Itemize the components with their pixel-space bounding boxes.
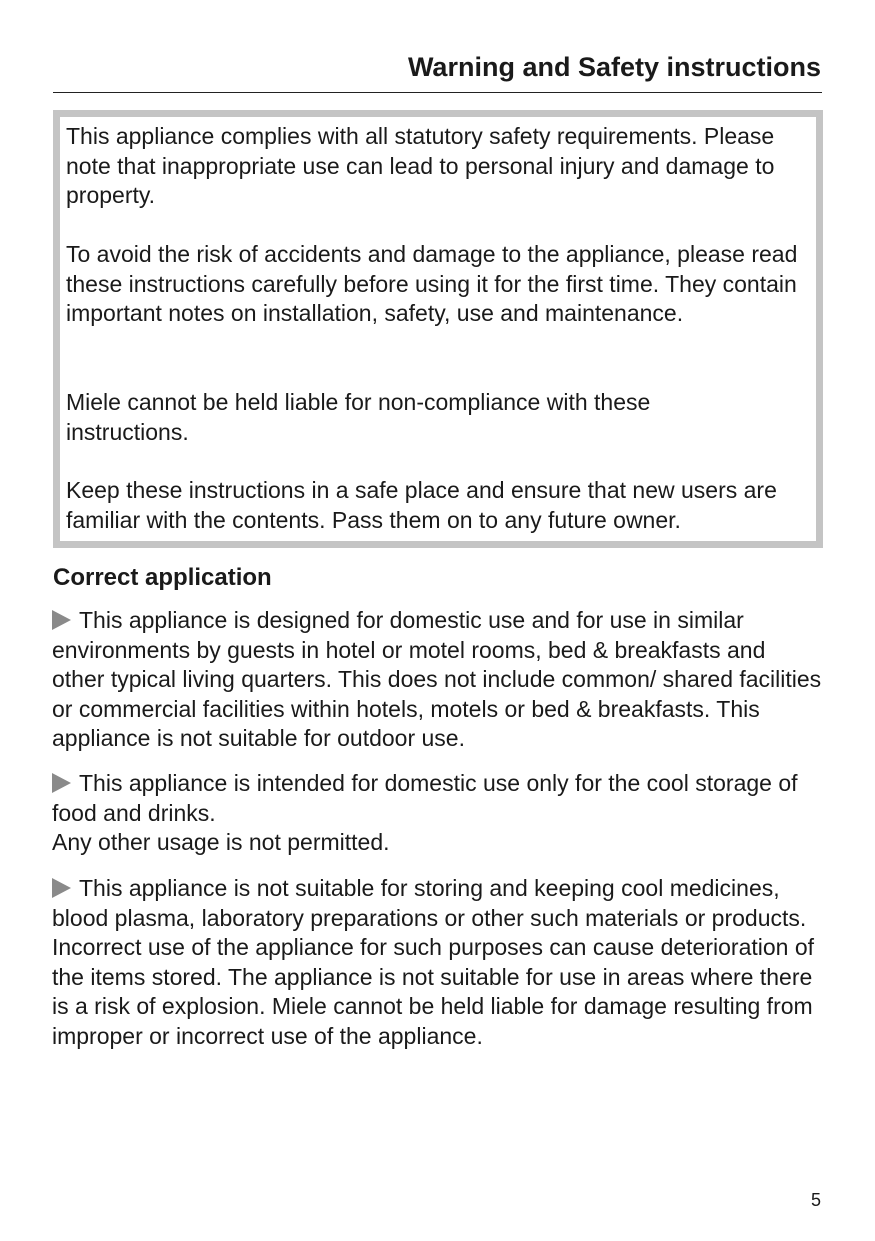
list-item: [52, 874, 822, 1051]
notice-paragraph: Miele cannot be held liable for non-compliance with these instructions.: [66, 389, 651, 445]
section-heading: Correct application: [53, 564, 272, 591]
notice-paragraph: To avoid the risk of accidents and damage to the appliance, please read these instructions carefully before using it for the first time. They contain important notes on installation, safety, use and maintenance.: [66, 241, 798, 326]
list-item-extra-text: Any other usage is not permitted.: [52, 829, 390, 855]
notice-paragraph: This appliance complies with all statutory safety requirements. Please note that inappropriate use can lead to personal injury and damage to property.: [66, 123, 775, 208]
list-item-text: This appliance is designed for domestic use and for use in similar environments by guests in hotel or motel rooms, bed & breakfasts and other typical living quarters. This does not include common/ shared facilities or commercial facilities within hotels, motels or bed & breakfasts. This appliance is not suitable for outdoor use.: [52, 607, 822, 751]
list-item: [52, 606, 822, 754]
page-number: 5: [810, 1190, 821, 1210]
triangle-bullet-icon: [52, 878, 71, 898]
list-item-text: This appliance is intended for domestic use only for the cool storage of food and drinks.: [52, 770, 798, 826]
list-item: [52, 769, 822, 858]
list-item-text: This appliance is not suitable for storing and keeping cool medicines, blood plasma, laboratory preparations or other such materials or products. Incorrect use of the appliance for such purposes can cause deterioration of the items stored. The appliance is not suitable for use in areas where there is a risk of explosion. Miele cannot be held liable for damage resulting from improper or incorrect use of the appliance.: [52, 875, 815, 1049]
triangle-bullet-icon: [52, 773, 71, 793]
header-divider: [53, 92, 822, 93]
notice-paragraph: Keep these instructions in a safe place and ensure that new users are familiar with the contents. Pass them on to any future owner.: [66, 477, 777, 533]
triangle-bullet-icon: [52, 610, 71, 630]
page-title: Warning and Safety instructions: [407, 52, 821, 82]
